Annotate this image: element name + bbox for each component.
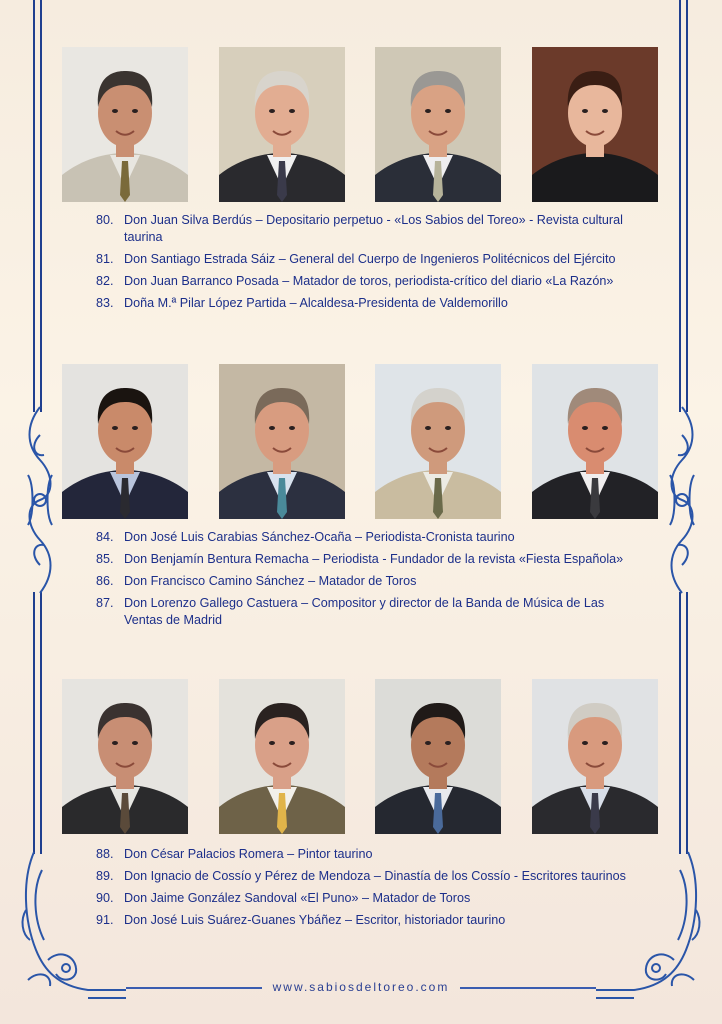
caption-number: 83. — [96, 296, 114, 310]
caption-number: 87. — [96, 596, 114, 610]
portrait-image — [62, 47, 188, 202]
caption-text: Don Juan Silva Berdús – Depositario perpetuo - «Los Sabios del Toreo» - Revista cultural taurina — [124, 213, 623, 244]
portrait-image — [532, 679, 658, 834]
right-eye — [602, 426, 608, 430]
left-eye — [582, 426, 588, 430]
caption-item — [96, 595, 636, 629]
right-eye — [132, 426, 138, 430]
portrait-image — [219, 364, 345, 519]
portrait-image — [532, 47, 658, 202]
right-eye — [445, 109, 451, 113]
caption-text: Don Juan Barranco Posada – Matador de toros, periodista-crítico del diario «La Razón» — [124, 274, 614, 288]
left-eye — [112, 741, 118, 745]
caption-number: 82. — [96, 274, 114, 288]
frame-left-outer — [33, 0, 35, 412]
caption-text: Don Jaime González Sandoval «El Puno» – Matador de Toros — [124, 891, 471, 905]
caption-number: 84. — [96, 530, 114, 544]
caption-number: 85. — [96, 552, 114, 566]
frame-left-inner-lower — [40, 592, 42, 854]
left-eye — [425, 426, 431, 430]
caption-list-3 — [96, 846, 636, 934]
portrait-image — [375, 47, 501, 202]
caption-number: 89. — [96, 869, 114, 883]
portrait-image — [375, 679, 501, 834]
caption-item — [96, 573, 636, 590]
caption-item — [96, 890, 636, 907]
left-eye — [425, 741, 431, 745]
left-scroll-ornament — [22, 405, 58, 595]
left-eye — [269, 426, 275, 430]
caption-number: 90. — [96, 891, 114, 905]
right-eye — [132, 109, 138, 113]
photo-row-2 — [62, 364, 658, 519]
caption-text: Doña M.ª Pilar López Partida – Alcaldesa-Presidenta de Valdemorillo — [124, 296, 508, 310]
caption-item — [96, 251, 636, 268]
portrait-photo — [532, 47, 658, 202]
left-eye — [112, 109, 118, 113]
caption-item — [96, 551, 636, 568]
caption-number: 86. — [96, 574, 114, 588]
caption-number: 80. — [96, 213, 114, 227]
portrait-image — [62, 679, 188, 834]
right-eye — [132, 741, 138, 745]
right-scroll-ornament — [664, 405, 700, 595]
portrait-image — [219, 679, 345, 834]
frame-right-outer — [686, 0, 688, 412]
caption-number: 81. — [96, 252, 114, 266]
caption-text: Don Ignacio de Cossío y Pérez de Mendoza – Dinastía de los Cossío - Escritores taurinos — [124, 869, 626, 883]
caption-item — [96, 868, 636, 885]
portrait-image — [62, 364, 188, 519]
caption-text: Don José Luis Carabias Sánchez-Ocaña – Periodista-Cronista taurino — [124, 530, 515, 544]
portrait-photo — [375, 47, 501, 202]
caption-text: Don Francisco Camino Sánchez – Matador de Toros — [124, 574, 417, 588]
frame-right-inner — [679, 0, 681, 412]
caption-list-2 — [96, 529, 636, 634]
right-eye — [602, 741, 608, 745]
portrait-photo — [62, 679, 188, 834]
caption-text: Don Santiago Estrada Sáiz – General del Cuerpo de Ingenieros Politécnicos del Ejército — [124, 252, 616, 266]
portrait-photo — [62, 364, 188, 519]
right-eye — [445, 426, 451, 430]
left-eye — [269, 109, 275, 113]
photo-row-1 — [62, 47, 658, 202]
portrait-photo — [219, 47, 345, 202]
caption-list-1 — [96, 212, 636, 317]
portrait-photo — [375, 364, 501, 519]
left-eye — [425, 109, 431, 113]
left-eye — [582, 109, 588, 113]
portrait-photo — [219, 679, 345, 834]
caption-item — [96, 212, 636, 246]
portrait-image — [375, 364, 501, 519]
portrait-photo — [219, 364, 345, 519]
caption-text: Don César Palacios Romera – Pintor taurino — [124, 847, 373, 861]
photo-row-3 — [62, 679, 658, 834]
caption-number: 88. — [96, 847, 114, 861]
caption-item — [96, 273, 636, 290]
caption-item — [96, 529, 636, 546]
caption-text: Don Benjamín Bentura Remacha – Periodista - Fundador de la revista «Fiesta Española» — [124, 552, 624, 566]
caption-text: Don Lorenzo Gallego Castuera – Compositor y director de la Banda de Música de Las Ventas de Madrid — [124, 596, 605, 627]
portrait-image — [532, 364, 658, 519]
left-eye — [269, 741, 275, 745]
frame-right-outer-lower — [686, 592, 688, 854]
left-eye — [582, 741, 588, 745]
caption-text: Don José Luis Suárez-Guanes Ybáñez – Escritor, historiador taurino — [124, 913, 506, 927]
portrait-photo — [375, 679, 501, 834]
right-eye — [289, 741, 295, 745]
frame-left-inner — [40, 0, 42, 412]
portrait-image — [219, 47, 345, 202]
caption-item — [96, 912, 636, 929]
caption-item — [96, 295, 636, 312]
left-eye — [112, 426, 118, 430]
right-eye — [289, 109, 295, 113]
footer-website: www.sabiosdeltoreo.com — [272, 980, 450, 994]
caption-number: 91. — [96, 913, 114, 927]
frame-right-inner-lower — [679, 592, 681, 854]
frame-left-outer-lower — [33, 592, 35, 854]
portrait-photo — [532, 364, 658, 519]
right-eye — [602, 109, 608, 113]
portrait-photo — [62, 47, 188, 202]
right-eye — [289, 426, 295, 430]
portrait-photo — [532, 679, 658, 834]
caption-item — [96, 846, 636, 863]
right-eye — [445, 741, 451, 745]
